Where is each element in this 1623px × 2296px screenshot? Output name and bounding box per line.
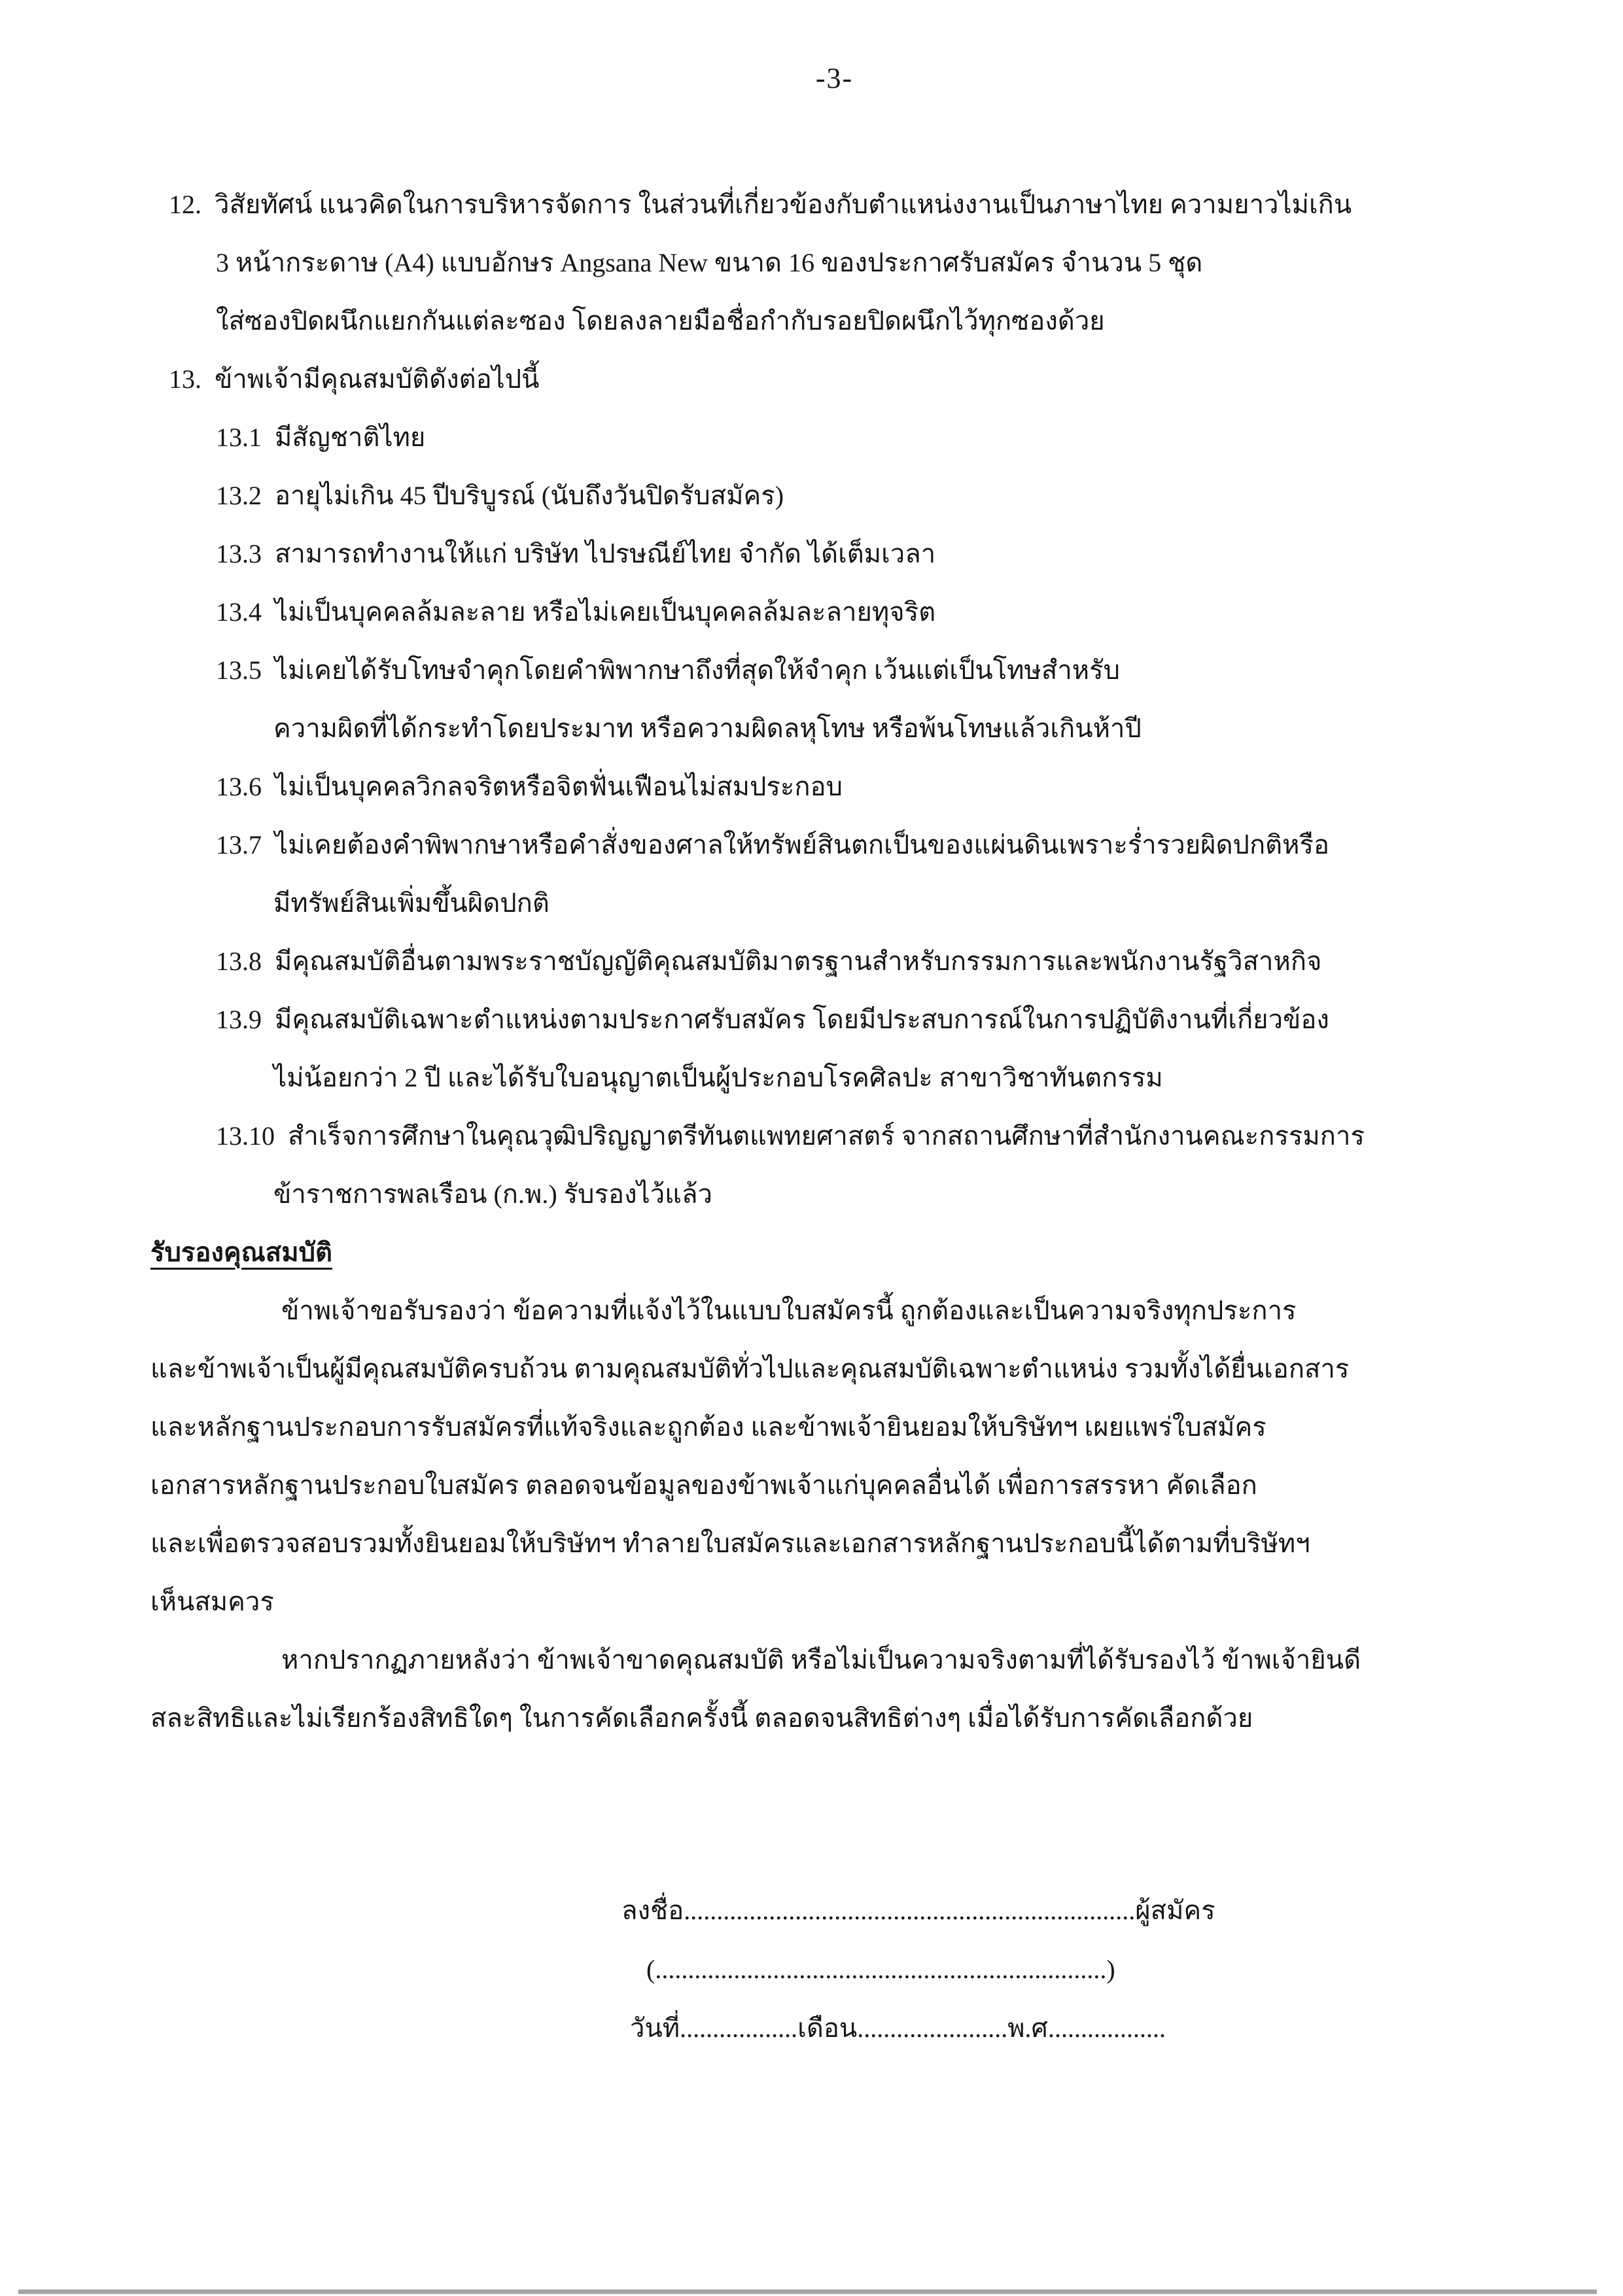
item-number: 12. — [169, 190, 201, 219]
signature-date-line: วันที่..................เดือน.......................พ.ศ.................. — [630, 2013, 1166, 2043]
list-line — [216, 234, 1518, 292]
item-text: มีทรัพย์สินเพิ่มขึ้นผิดปกติ — [273, 888, 550, 918]
item-text: สามารถทำงานให้แก่ บริษัท ไปรษณีย์ไทย จำกัด ได้เต็มเวลา — [275, 539, 936, 568]
item-number: 13.5 — [216, 655, 262, 685]
list-line — [216, 641, 1518, 699]
signature-name-line: (.....................................................................) — [646, 1955, 1115, 1984]
paragraph-line: ข้าพเจ้าขอรับรองว่า ข้อความที่แจ้งไว้ในแบบใบสมัครนี้ ถูกต้องและเป็นความจริงทุกประการ — [281, 1296, 1297, 1325]
paragraph-line: และหลักฐานประกอบการรับสมัครที่แท้จริงและถูกต้อง และข้าพเจ้ายินยอมให้บริษัทฯ เผยแพร่ใบสมัคร — [150, 1412, 1266, 1442]
paragraph-line: และข้าพเจ้าเป็นผู้มีคุณสมบัติครบถ้วน ตามคุณสมบัติทั่วไปและคุณสมบัติเฉพาะตำแหน่ง รวมทั้งได้ยื่นเอกสาร — [150, 1354, 1350, 1383]
item-text: ข้าราชการพลเรือน (ก.พ.) รับรองไว้แล้ว — [273, 1179, 712, 1209]
signature-block — [150, 1881, 1518, 2058]
item-number: 13.9 — [216, 1005, 262, 1034]
numbered-list — [150, 175, 1518, 1223]
item-text: ความผิดที่ได้กระทำโดยประมาท หรือความผิดลหุโทษ หรือพ้นโทษแล้วเกินห้าปี — [273, 714, 1142, 743]
item-text: ใส่ซองปิดผนึกแยกกันแต่ละซอง โดยลงลายมือชื่อกำกับรอยปิดผนึกไว้ทุกซองด้วย — [216, 306, 1105, 336]
list-line — [216, 1107, 1518, 1165]
list-line — [216, 990, 1518, 1049]
paragraph-line: เห็นสมควร — [150, 1587, 274, 1616]
certification-paragraph-2 — [150, 1631, 1518, 1747]
certification-heading: รับรองคุณสมบัติ — [150, 1238, 332, 1267]
paragraph-line: เอกสารหลักฐานประกอบใบสมัคร ตลอดจนข้อมูลของข้าพเจ้าแก่บุคคลอื่นได้ เพื่อการสรรหา คัดเลือก — [150, 1470, 1257, 1500]
item-text: ไม่เป็นบุคคลล้มละลาย หรือไม่เคยเป็นบุคคลล้มละลายทุจริต — [275, 597, 936, 627]
page-number: -3- — [815, 62, 854, 94]
item-text: มีคุณสมบัติเฉพาะตำแหน่งตามประกาศรับสมัคร โดยมีประสบการณ์ในการปฏิบัติงานที่เกี่ยวข้อง — [275, 1005, 1329, 1034]
item-number: 13.3 — [216, 539, 262, 568]
item-number: 13.10 — [216, 1121, 275, 1151]
document-body — [150, 175, 1518, 2058]
list-line — [216, 757, 1518, 816]
signature-line: ลงชื่อ.....................................................................ผู้สมัคร — [621, 1896, 1215, 1925]
item-number: 13.4 — [216, 597, 262, 627]
list-line — [216, 583, 1518, 641]
list-line — [216, 932, 1518, 990]
list-line — [216, 292, 1518, 350]
item-text: ไม่เป็นบุคคลวิกลจริตหรือจิตฟั่นเฟือนไม่สมประกอบ — [275, 772, 843, 801]
item-text: ไม่เคยได้รับโทษจำคุกโดยคำพิพากษาถึงที่สุดให้จำคุก เว้นแต่เป็นโทษสำหรับ — [275, 655, 1121, 685]
item-number: 13.1 — [216, 423, 262, 452]
item-text: มีสัญชาติไทย — [275, 423, 426, 452]
certification-paragraph-1 — [150, 1281, 1518, 1631]
item-number: 13.2 — [216, 481, 262, 510]
item-number: 13. — [169, 364, 201, 394]
list-line — [216, 816, 1518, 874]
item-number: 13.8 — [216, 947, 262, 976]
item-number: 13.6 — [216, 772, 262, 801]
paragraph-line: สละสิทธิและไม่เรียกร้องสิทธิใดๆ ในการคัดเลือกครั้งนี้ ตลอดจนสิทธิต่างๆ เมื่อได้รับการคัดเลือกด้วย — [150, 1703, 1253, 1733]
list-line — [216, 525, 1518, 583]
item-text: อายุไม่เกิน 45 ปีบริบูรณ์ (นับถึงวันปิดรับสมัคร) — [275, 481, 784, 510]
item-text: ไม่น้อยกว่า 2 ปี และได้รับใบอนุญาตเป็นผู้ประกอบโรคศิลปะ สาขาวิชาทันตกรรม — [273, 1063, 1163, 1092]
list-line — [273, 1049, 1518, 1107]
paragraph-line: หากปรากฏภายหลังว่า ข้าพเจ้าขาดคุณสมบัติ หรือไม่เป็นความจริงตามที่ได้รับรองไว้ ข้าพเจ้ายินดี — [281, 1645, 1361, 1675]
list-line — [169, 350, 1518, 408]
item-text: 3 หน้ากระดาษ (A4) แบบอักษร Angsana New ขนาด 16 ของประกาศรับสมัคร จำนวน 5 ชุด — [216, 248, 1203, 277]
item-text: มีคุณสมบัติอื่นตามพระราชบัญญัติคุณสมบัติมาตรฐานสำหรับกรรมการและพนักงานรัฐวิสาหกิจ — [275, 947, 1322, 976]
scan-artifact-line — [18, 2289, 1597, 2294]
list-line — [216, 408, 1518, 466]
item-text: ข้าพเจ้ามีคุณสมบัติดังต่อไปนี้ — [215, 364, 540, 394]
item-number: 13.7 — [216, 830, 262, 860]
list-line — [216, 466, 1518, 525]
list-line — [273, 699, 1518, 757]
list-line — [273, 1165, 1518, 1223]
list-line — [169, 175, 1518, 234]
item-text: สำเร็จการศึกษาในคุณวุฒิปริญญาตรีทันตแพทยศาสตร์ จากสถานศึกษาที่สำนักงานคณะกรรมการ — [288, 1121, 1365, 1151]
item-text: วิสัยทัศน์ แนวคิดในการบริหารจัดการ ในส่วนที่เกี่ยวข้องกับตำแหน่งงานเป็นภาษาไทย ความยาวไม่เกิน — [215, 190, 1352, 219]
paragraph-line: และเพื่อตรวจสอบรวมทั้งยินยอมให้บริษัทฯ ทำลายใบสมัครและเอกสารหลักฐานประกอบนี้ได้ตามที่บริษัทฯ — [150, 1529, 1310, 1558]
item-text: ไม่เคยต้องคำพิพากษาหรือคำสั่งของศาลให้ทรัพย์สินตกเป็นของแผ่นดินเพราะร่ำรวยผิดปกติหรือ — [275, 830, 1330, 860]
list-line — [273, 874, 1518, 932]
